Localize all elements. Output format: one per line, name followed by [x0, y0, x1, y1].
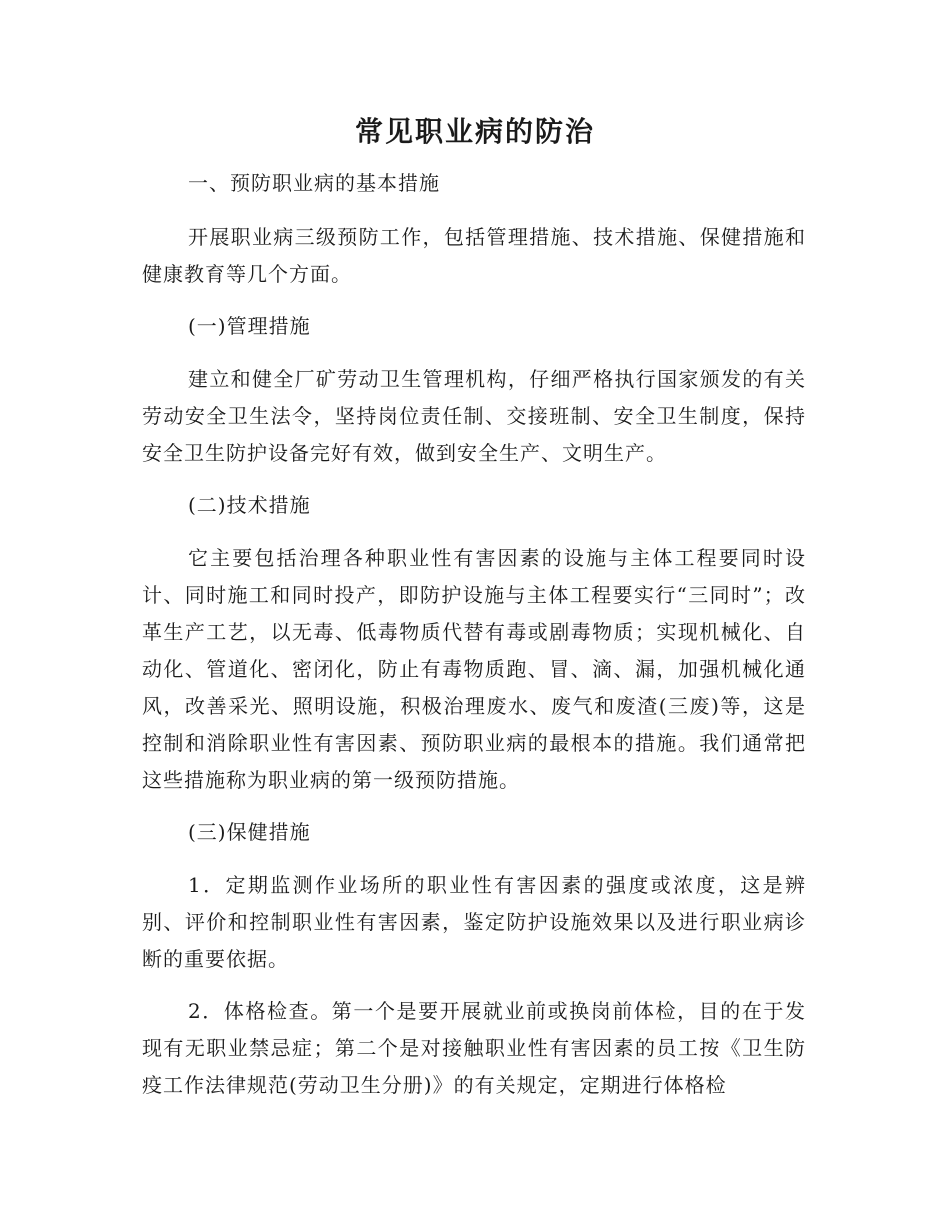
health-item-2-paragraph: 2．体格检查。第一个是要开展就业前或换岗前体检，目的在于发现有无职业禁忌症；第二个是对接触职业性有害因素的员工按《卫生防疫工作法律规范(劳动卫生分册)》的有关规定，定期进行体格检	[142, 999, 806, 1097]
subsection-heading-management: (一)管理措施	[188, 314, 311, 338]
technical-paragraph: 它主要包括治理各种职业性有害因素的设施与主体工程要同时设计、同时施工和同时投产，即防护设施与主体工程要实行“三同时”；改革生产工艺，以无毒、低毒物质代替有毒或剧毒物质；实现机械化、自动化、管道化、密闭化，防止有毒物质跑、冒、滴、漏，加强机械化通风，改善采光、照明设施，积极治理废水、废气和废渣(三废)等，这是控制和消除职业性有害因素、预防职业病的最根本的措施。我们通常把这些措施称为职业病的第一级预防措施。	[142, 546, 806, 792]
management-paragraph: 建立和健全厂矿劳动卫生管理机构，仔细严格执行国家颁发的有关劳动安全卫生法令，坚持岗位责任制、交接班制、安全卫生制度，保持安全卫生防护设备完好有效，做到安全生产、文明生产。	[142, 367, 806, 465]
subsection-heading-health: (三)保健措施	[188, 820, 311, 844]
section-heading: 一、预防职业病的基本措施	[188, 171, 440, 195]
subsection-heading-technical: (二)技术措施	[188, 493, 311, 517]
intro-paragraph: 开展职业病三级预防工作，包括管理措施、技术措施、保健措施和健康教育等几个方面。	[142, 225, 806, 286]
health-item-1-paragraph: 1．定期监测作业场所的职业性有害因素的强度或浓度，这是辨别、评价和控制职业性有害因素，鉴定防护设施效果以及进行职业病诊断的重要依据。	[142, 873, 806, 971]
document-title: 常见职业病的防治	[354, 115, 595, 148]
